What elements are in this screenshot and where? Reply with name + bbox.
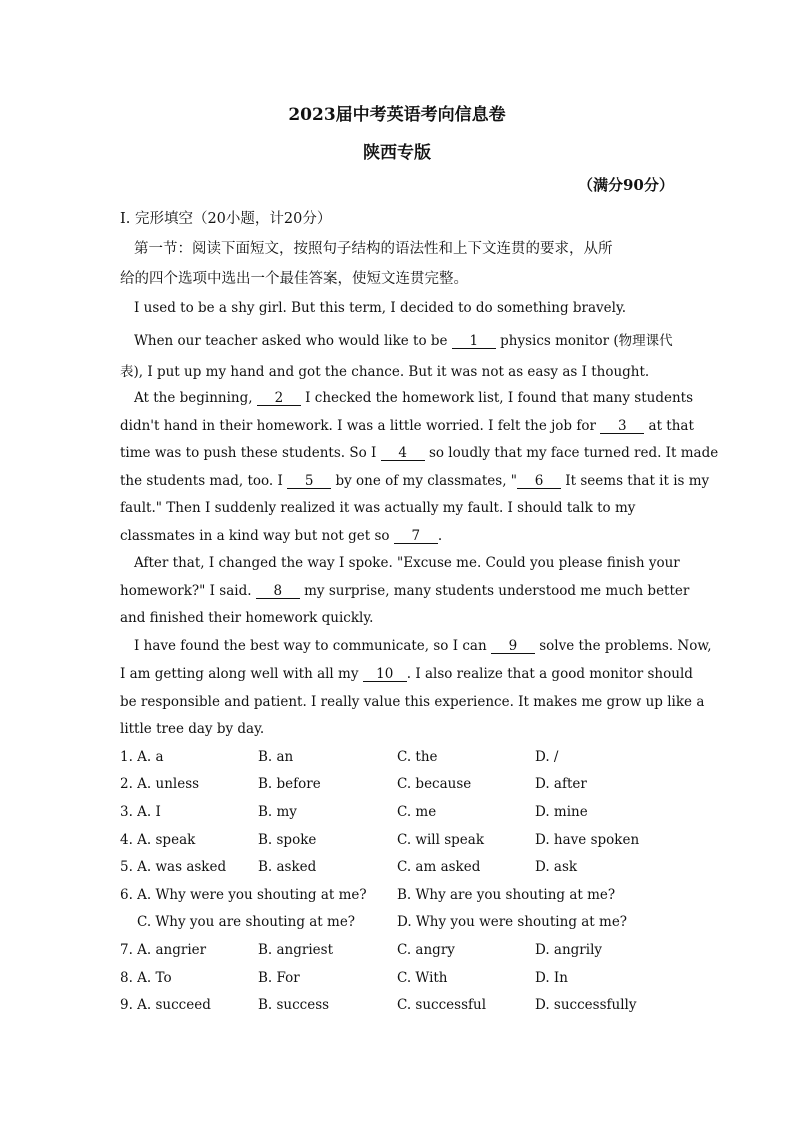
passage-text: . I also realize that a good monitor should bbox=[406, 666, 693, 682]
passage-text: It seems that it is my bbox=[561, 473, 710, 489]
option-d: D. have spoken bbox=[535, 832, 640, 848]
option-d: D. angrily bbox=[535, 942, 603, 958]
passage-line: and finished their homework quickly. bbox=[120, 610, 374, 626]
passage-text: classmates in a kind way but not get so bbox=[120, 528, 394, 544]
passage-text: solve the problems. Now, bbox=[534, 638, 712, 654]
option-c: C. successful bbox=[397, 997, 487, 1013]
option-c: C. Why you are shouting at me? bbox=[137, 914, 356, 930]
option-c: C. With bbox=[397, 970, 448, 986]
option-a: 5. A. was asked bbox=[120, 859, 227, 875]
passage-text: at that bbox=[644, 418, 694, 434]
option-b: B. an bbox=[258, 749, 294, 765]
passage-line: 表), I put up my hand and got the chance. But it was not as easy as I thought. bbox=[120, 364, 650, 380]
passage-line bbox=[120, 473, 709, 489]
passage-line bbox=[120, 583, 689, 599]
option-d: D. ask bbox=[535, 859, 578, 875]
passage-line bbox=[120, 528, 442, 544]
passage-line bbox=[134, 638, 712, 654]
passage-text: . bbox=[437, 528, 443, 544]
passage-text: the students mad, too. I bbox=[120, 473, 288, 489]
passage-line: little tree day by day. bbox=[120, 721, 265, 737]
passage-text: time was to push these students. So I bbox=[120, 445, 381, 461]
blank-8: 8 bbox=[256, 584, 300, 599]
option-a: 3. A. I bbox=[120, 804, 161, 820]
blank-4: 4 bbox=[381, 446, 425, 461]
option-c: C. angry bbox=[397, 942, 455, 958]
option-b: B. Why are you shouting at me? bbox=[397, 887, 616, 903]
option-d: D. In bbox=[535, 970, 568, 986]
option-a: 9. A. succeed bbox=[120, 997, 211, 1013]
blank-10: 10 bbox=[363, 667, 407, 682]
blank-3: 3 bbox=[600, 419, 644, 434]
option-a: 7. A. angrier bbox=[120, 942, 207, 958]
option-b: B. For bbox=[258, 970, 300, 986]
option-b: B. my bbox=[258, 804, 297, 820]
passage-text: At the beginning, bbox=[134, 390, 257, 406]
passage-text: so loudly that my face turned red. It made bbox=[424, 445, 719, 461]
section-heading: Ⅰ. 完形填空（20小题，计20分） bbox=[120, 211, 332, 227]
passage-text: When our teacher asked who would like to be bbox=[134, 333, 452, 349]
option-c: C. am asked bbox=[397, 859, 481, 875]
passage-text: I checked the homework list, I found that many students bbox=[300, 390, 694, 406]
option-b: B. angriest bbox=[258, 942, 334, 958]
passage-text: physics monitor (物理课代 bbox=[495, 333, 673, 349]
passage-text: I am getting along well with all my bbox=[120, 666, 363, 682]
passage-line bbox=[134, 390, 693, 406]
passage-text: my surprise, many students understood me much better bbox=[299, 583, 690, 599]
option-a: 6. A. Why were you shouting at me? bbox=[120, 887, 367, 903]
exam-title: 2023届中考英语考向信息卷 bbox=[288, 105, 506, 125]
option-c: C. will speak bbox=[397, 832, 485, 848]
blank-9: 9 bbox=[491, 639, 535, 654]
option-b: B. asked bbox=[258, 859, 317, 875]
passage-text: by one of my classmates, " bbox=[331, 473, 518, 489]
option-a: 2. A. unless bbox=[120, 776, 200, 792]
passage-line bbox=[120, 445, 718, 461]
passage-text: homework?" I said. bbox=[120, 583, 256, 599]
blank-5: 5 bbox=[287, 474, 331, 489]
option-d: D. mine bbox=[535, 804, 588, 820]
passage-text: didn't hand in their homework. I was a little worried. I felt the job for bbox=[120, 418, 601, 434]
option-a: 8. A. To bbox=[120, 970, 172, 986]
option-d: D. after bbox=[535, 776, 587, 792]
option-b: B. before bbox=[258, 776, 321, 792]
option-c: C. me bbox=[397, 804, 437, 820]
option-c: C. because bbox=[397, 776, 472, 792]
option-d: D. / bbox=[535, 749, 559, 765]
blank-6: 6 bbox=[517, 474, 561, 489]
blank-7: 7 bbox=[394, 529, 438, 544]
option-b: B. spoke bbox=[258, 832, 317, 848]
passage-line: be responsible and patient. I really value this experience. It makes me grow up like a bbox=[120, 694, 705, 710]
passage-line: After that, I changed the way I spoke. "Excuse me. Could you please finish your bbox=[134, 555, 680, 571]
passage-line: I used to be a shy girl. But this term, I decided to do something bravely. bbox=[134, 300, 627, 316]
option-b: B. success bbox=[258, 997, 330, 1013]
passage-line bbox=[120, 666, 693, 682]
option-a: 4. A. speak bbox=[120, 832, 196, 848]
score-note: （满分90分） bbox=[578, 176, 674, 194]
passage-line: fault." Then I suddenly realized it was actually my fault. I should talk to my bbox=[120, 500, 636, 516]
passage-text: I have found the best way to communicate, so I can bbox=[134, 638, 491, 654]
passage-line bbox=[134, 329, 673, 349]
option-c: C. the bbox=[397, 749, 438, 765]
passage-line bbox=[120, 418, 694, 434]
instruction-line-1: 第一节：阅读下面短文，按照句子结构的语法性和上下文连贯的要求，从所 bbox=[134, 241, 613, 257]
option-d: D. successfully bbox=[535, 997, 637, 1013]
exam-subtitle: 陕西专版 bbox=[363, 143, 431, 163]
instruction-line-2: 给的四个选项中选出一个最佳答案，使短文连贯完整。 bbox=[120, 271, 468, 287]
option-d: D. Why you were shouting at me? bbox=[397, 914, 628, 930]
option-a: 1. A. a bbox=[120, 749, 164, 765]
blank-1: 1 bbox=[452, 334, 496, 349]
blank-2: 2 bbox=[257, 391, 301, 406]
